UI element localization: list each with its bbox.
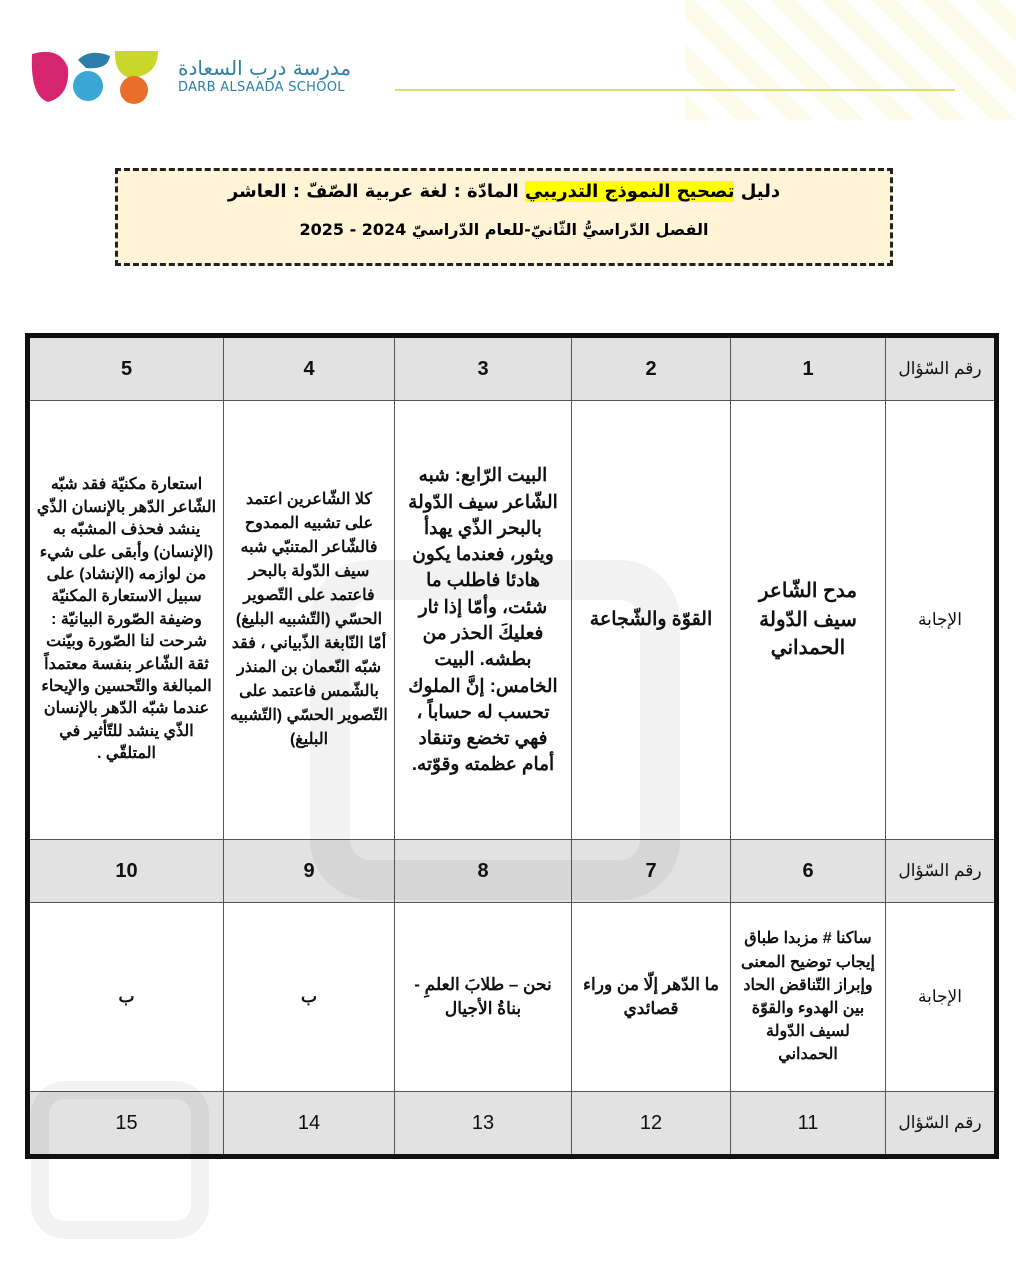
header-divider [395, 89, 955, 91]
title-rest: المادّة : لغة عربية الصّفّ : العاشر [227, 181, 525, 202]
title-line-1 [118, 181, 890, 202]
decorative-pattern [686, 0, 1016, 120]
answer-cell: القوّة والشّجاعة [572, 401, 731, 840]
answer-row [28, 401, 997, 840]
answer-cell: كلا الشّاعرين اعتمد على تشبيه الممدوح فالشّاعر المتنبّي شبه سيف الدّولة بالبحر فاعتمد على التّصوير الحسّي (التّشبيه البليغ) أمّا النّابغة الذّبياني ، فقد شبّه النّعمان بن المنذر بالشّمس فاعتمد على التّصوير الحسّي (التّشبيه البليغ) [224, 401, 395, 840]
question-number: 2 [572, 336, 731, 401]
question-number: 15 [28, 1092, 224, 1157]
question-number: 5 [28, 336, 224, 401]
answer-cell: ب [28, 903, 224, 1092]
question-number-row [28, 1092, 997, 1157]
question-number: 9 [224, 840, 395, 903]
school-logo [30, 46, 160, 106]
answer-cell: ما الدّهر إلّا من وراء قصائدي [572, 903, 731, 1092]
school-name-ar: مدرسة درب السعادة [178, 56, 352, 80]
answer-label: الإجابة [886, 903, 997, 1092]
title-prefix: دليل [734, 181, 781, 202]
school-name [178, 56, 351, 95]
question-number: 10 [28, 840, 224, 903]
question-number: 6 [731, 840, 886, 903]
question-number: 4 [224, 336, 395, 401]
question-label: رقم السّؤال [886, 1092, 997, 1157]
answer-key-table [25, 333, 999, 1159]
answer-cell: البيت الرّابع: شبه الشّاعر سيف الدّولة بالبحر الذّي يهدأ ويثور، فعندما يكون هادئا فاطلب ما شئت، وأمّا إذا ثار فعليكَ الحذر من بطشه. البيت الخامس: إنَّ الملوك تحسب له حساباً ، فهي تخضع وتنقاد أمام عظمته وقوّته. [395, 401, 572, 840]
question-number: 11 [731, 1092, 886, 1157]
question-number: 3 [395, 336, 572, 401]
answer-cell: نحن – طلابَ العلمِ - بناةُ الأجيال [395, 903, 572, 1092]
question-number-row [28, 336, 997, 401]
title-line-2: الفصل الدّراسيُّ الثّانيّ-للعام الدّراسيّ 2024 - 2025 [299, 220, 709, 239]
answer-label: الإجابة [886, 401, 997, 840]
question-label: رقم السّؤال [886, 336, 997, 401]
question-number: 7 [572, 840, 731, 903]
question-label: رقم السّؤال [886, 840, 997, 903]
question-number-row [28, 840, 997, 903]
answer-row [28, 903, 997, 1092]
question-number: 1 [731, 336, 886, 401]
title-highlight: تصحيح النموذج التدريبي [524, 181, 735, 202]
answer-cell: ساكنا # مزبدا طباق إيجاب توضيح المعنى وإبراز التّناقض الحاد بين الهدوء والقوّة لسيف الدّولة الحمداني [731, 903, 886, 1092]
answer-cell: استعارة مكنيّة فقد شبّه الشّاعر الدّهر بالإنسان الذّي ينشد فحذف المشبّه به (الإنسان) وأبقى على شيء من لوازمه (الإنشاد) على سبيل الاستعارة المكنيّة وضيفة الصّورة البيانيّة : شرحت لنا الصّورة وبيّنت ثقة الشّاعر بنفسة معتمداً المبالغة والتّحسين والإيحاء عندما شبّه الدّهر بالإنسان الذّي ينشد للتّأثير في المتلقّي . [28, 401, 224, 840]
question-number: 13 [395, 1092, 572, 1157]
answer-cell: مدح الشّاعر سيف الدّولة الحمداني [731, 401, 886, 840]
title-box [115, 168, 893, 266]
answer-cell: ب [224, 903, 395, 1092]
question-number: 12 [572, 1092, 731, 1157]
question-number: 14 [224, 1092, 395, 1157]
question-number: 8 [395, 840, 572, 903]
school-name-en: DARB ALSAADA SCHOOL [178, 80, 345, 95]
